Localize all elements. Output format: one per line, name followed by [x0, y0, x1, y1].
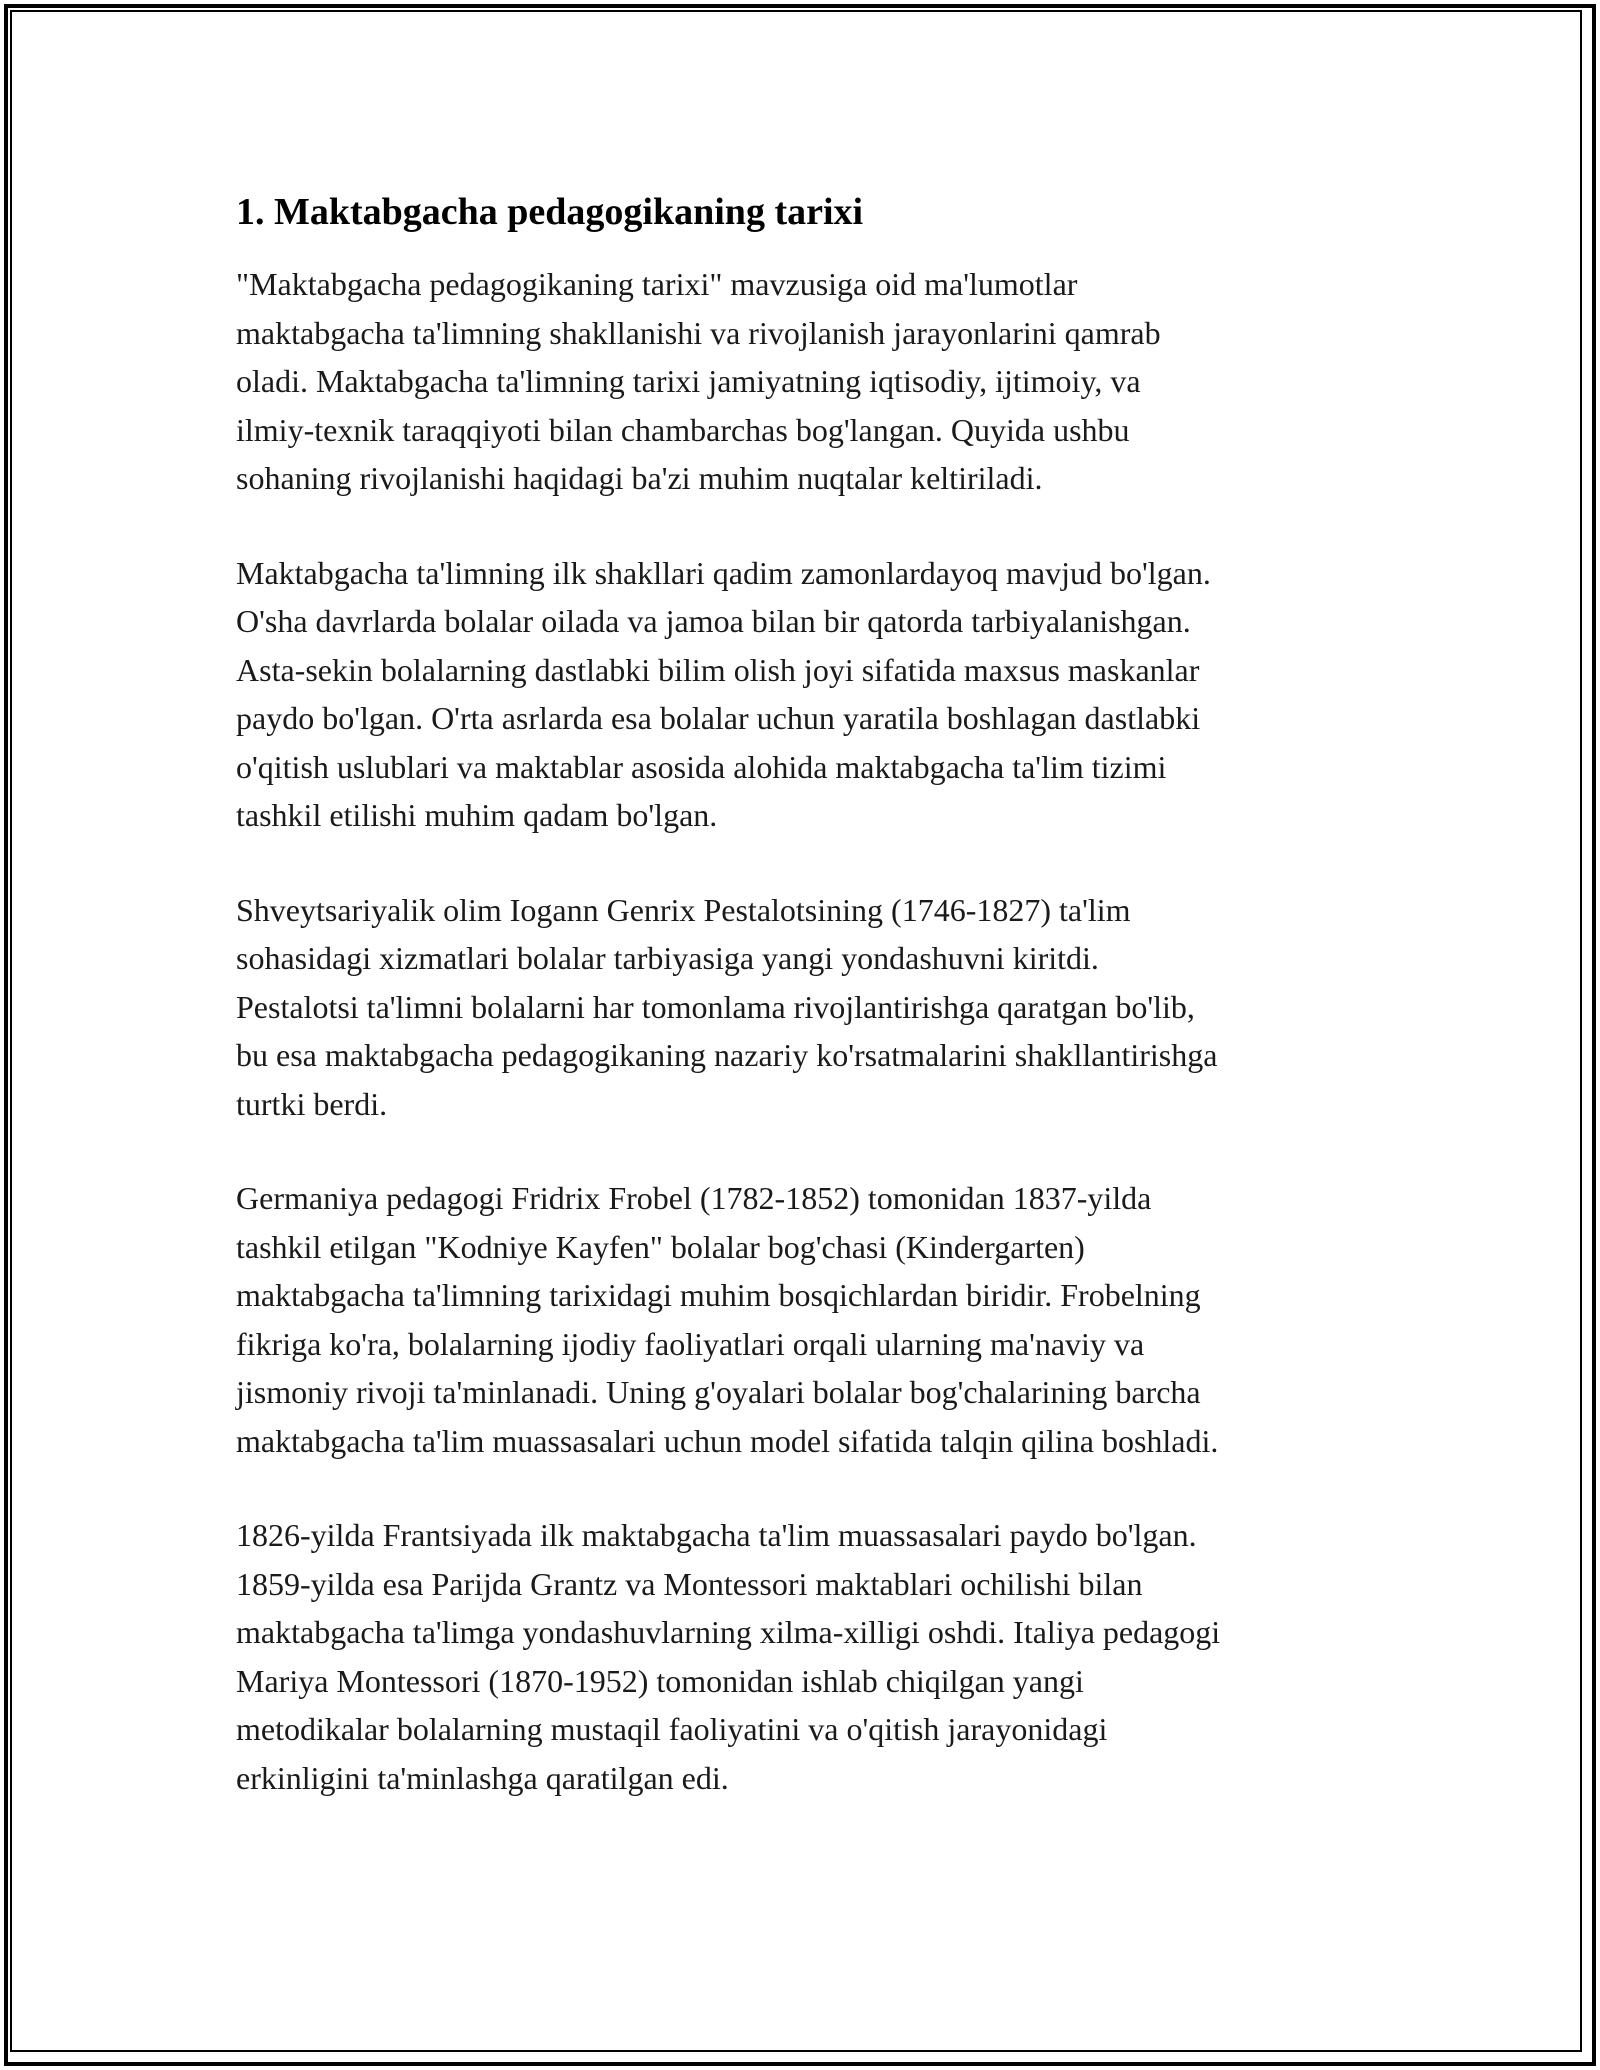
text-line: maktabgacha ta'limning shakllanishi va rivojlanish jarayonlarini qamrab — [236, 314, 1161, 351]
text-line: Pestalotsi ta'limni bolalarni har tomonlama rivojlantirishga qaratgan bo'lib, — [236, 988, 1195, 1025]
text-line: erkinligini ta'minlashga qaratilgan edi. — [236, 1759, 729, 1796]
paragraph-pestalozzi — [236, 886, 1376, 1129]
text-line: fikriga ko'ra, bolalarning ijodiy faoliyatlari orqali ularning ma'naviy va — [236, 1325, 1145, 1362]
paragraph-intro — [236, 260, 1376, 503]
text-line: maktabgacha ta'limga yondashuvlarning xilma-xilligi oshdi. Italiya pedagogi — [236, 1614, 1221, 1650]
text-line: o'qitish uslublari va maktablar asosida alohida maktabgacha ta'lim tizimi — [236, 748, 1167, 785]
text-line: paydo bo'lgan. O'rta asrlarda esa bolalar uchun yaratila boshlagan dastlabki — [236, 700, 1201, 736]
text-line: O'sha davrlarda bolalar oilada va jamoa bilan bir qatorda tarbiyalanishgan. — [236, 603, 1191, 639]
text-line: "Maktabgacha pedagogikaning tarixi" mavzusiga oid ma'lumotlar — [236, 266, 1078, 302]
text-line: jismoniy rivoji ta'minlanadi. Uning g'oyalari bolalar bog'chalarining barcha — [236, 1374, 1201, 1410]
text-line: Germaniya pedagogi Fridrix Frobel (1782-1852) tomonidan 1837-yilda — [236, 1180, 1152, 1216]
text-line: bu esa maktabgacha pedagogikaning nazariy ko'rsatmalarini shakllantirishga — [236, 1037, 1218, 1073]
text-line: Asta-sekin bolalarning dastlabki bilim olish joyi sifatida maxsus maskanlar — [236, 651, 1200, 688]
text-line: tashkil etilgan "Kodniye Kayfen" bolalar bog'chasi (Kindergarten) — [236, 1228, 1085, 1265]
paragraph-early-forms — [236, 549, 1376, 840]
text-line: oladi. Maktabgacha ta'limning tarixi jamiyatning iqtisodiy, ijtimoiy, va — [236, 363, 1141, 399]
text-line: 1859-yilda esa Parijda Grantz va Montessori maktablari ochilishi bilan — [236, 1565, 1143, 1602]
text-line: tashkil etilishi muhim qadam bo'lgan. — [236, 797, 718, 833]
text-line: Shveytsariyalik olim Iogann Genrix Pestalotsining (1746-1827) ta'lim — [236, 891, 1131, 928]
text-line: ilmiy-texnik taraqqiyoti bilan chambarchas bog'langan. Quyida ushbu — [236, 411, 1130, 448]
text-line: Mariya Montessori (1870-1952) tomonidan ishlab chiqilgan yangi — [236, 1662, 1084, 1699]
text-line: turtki berdi. — [236, 1085, 388, 1122]
paragraph-frobel — [236, 1174, 1376, 1465]
text-line: sohaning rivojlanishi haqidagi ba'zi muhim nuqtalar keltiriladi. — [236, 460, 1043, 496]
page-title: 1. Maktabgacha pedagogikaning tarixi — [236, 191, 864, 233]
text-line: maktabgacha ta'limning tarixidagi muhim bosqichlardan biridir. Frobelning — [236, 1277, 1201, 1313]
text-line: 1826-yilda Frantsiyada ilk maktabgacha ta'lim muassasalari paydo bo'lgan. — [236, 1517, 1197, 1553]
text-line: sohasidagi xizmatlari bolalar tarbiyasiga yangi yondashuvni kiritdi. — [236, 940, 1099, 976]
paragraph-montessori — [236, 1511, 1376, 1802]
document-body — [236, 186, 1376, 1848]
text-line: maktabgacha ta'lim muassasalari uchun model sifatida talqin qilina boshladi. — [236, 1422, 1219, 1459]
text-line: Maktabgacha ta'limning ilk shakllari qadim zamonlardayoq mavjud bo'lgan. — [236, 554, 1211, 591]
text-line: metodikalar bolalarning mustaqil faoliyatini va o'qitish jarayonidagi — [236, 1711, 1108, 1747]
